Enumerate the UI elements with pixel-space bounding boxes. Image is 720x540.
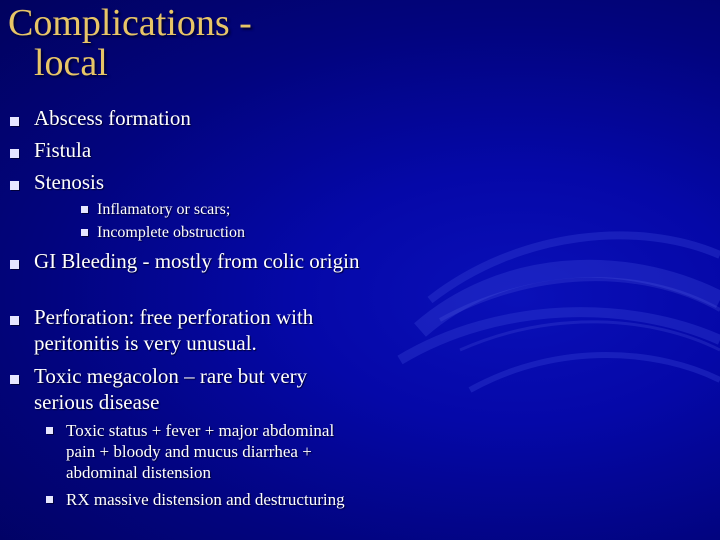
- square-bullet-icon: [10, 149, 19, 158]
- square-bullet-icon: [46, 496, 53, 503]
- square-bullet-icon: [10, 316, 19, 325]
- slide-title-line-1: Complications -: [8, 2, 252, 44]
- sub-list-item-text: Inflamatory or scars;: [97, 201, 231, 218]
- slide-title: [8, 3, 338, 83]
- list-item: [34, 248, 364, 274]
- list-item: [34, 304, 364, 356]
- sub-list-item: [97, 199, 397, 220]
- sub-list-item: [66, 420, 366, 483]
- square-bullet-icon: [10, 181, 19, 190]
- sub-list-item-text: RX massive distension and destructuring: [66, 490, 345, 509]
- list-item: [34, 169, 364, 195]
- square-bullet-icon: [10, 375, 19, 384]
- square-bullet-icon: [81, 206, 88, 213]
- list-item-text: Abscess formation: [34, 106, 191, 130]
- square-bullet-icon: [46, 427, 53, 434]
- list-item: [34, 137, 364, 163]
- list-item-text: Fistula: [34, 138, 92, 162]
- sub-list-item: [97, 222, 397, 243]
- sub-list-item: [66, 489, 366, 510]
- list-item-text: GI Bleeding - mostly from colic origin: [34, 249, 360, 273]
- square-bullet-icon: [10, 117, 19, 126]
- square-bullet-icon: [81, 229, 88, 236]
- square-bullet-icon: [10, 260, 19, 269]
- list-item-text: Stenosis: [34, 170, 105, 194]
- sub-list-item-text: Toxic status + fever + major abdominal pain + bloody and mucus diarrhea + abdominal distension: [66, 421, 335, 482]
- list-item: [34, 363, 364, 415]
- list-item-text: Perforation: free perforation with peritonitis is very unusual.: [34, 305, 314, 355]
- sub-list-item-text: Incomplete obstruction: [97, 224, 245, 241]
- slide-title-line-2: local: [34, 42, 108, 84]
- list-item: [34, 105, 364, 131]
- list-item-text: Toxic megacolon – rare but very serious disease: [34, 364, 308, 414]
